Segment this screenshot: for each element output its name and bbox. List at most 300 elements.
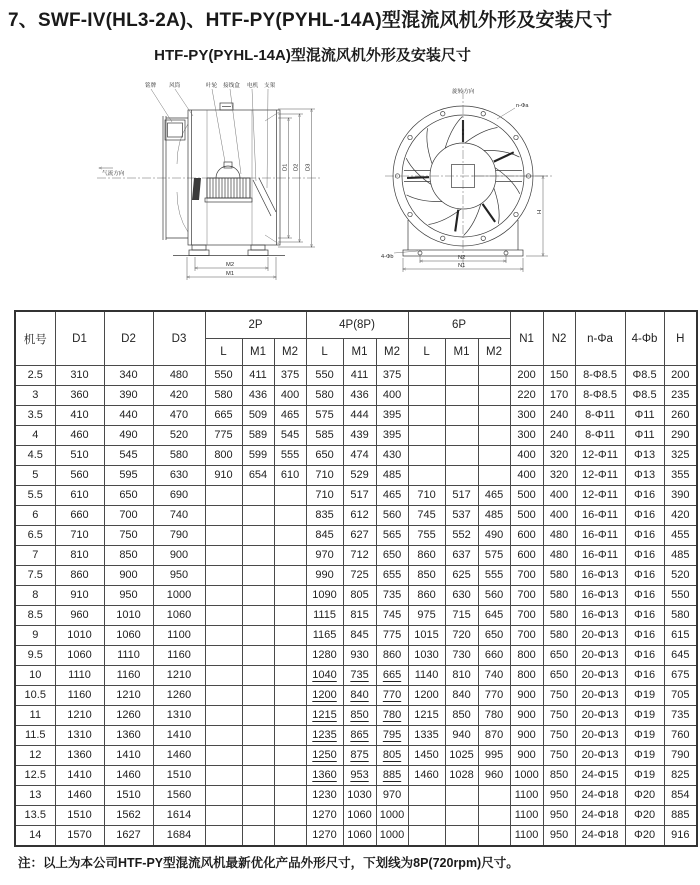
table-cell: 665 [205, 406, 242, 426]
table-cell: 850 [408, 566, 445, 586]
table-cell: 650 [543, 666, 575, 686]
foot-dimensions [187, 257, 276, 280]
table-cell: 735 [376, 586, 408, 606]
table-cell: 780 [376, 706, 408, 726]
table-row [15, 366, 697, 386]
table-cell: 1460 [55, 786, 104, 806]
table-cell [445, 386, 478, 406]
table-cell: 755 [408, 526, 445, 546]
table-cell: 1270 [306, 806, 343, 826]
table-cell: 645 [478, 606, 510, 626]
table-cell: 900 [510, 726, 543, 746]
table-cell: 325 [664, 446, 697, 466]
table-cell: 355 [664, 466, 697, 486]
table-cell: 310 [55, 366, 104, 386]
table-cell: 875 [343, 746, 376, 766]
table-row [15, 786, 697, 806]
table-cell: 400 [376, 386, 408, 406]
table-cell [478, 446, 510, 466]
table-cell: 1060 [153, 606, 205, 626]
table-cell: 16-Φ13 [575, 606, 625, 626]
table-row [15, 486, 697, 506]
table-cell: 625 [445, 566, 478, 586]
table-cell: 510 [55, 446, 104, 466]
table-cell: 770 [478, 686, 510, 706]
col-header-n1: N1 [510, 311, 543, 366]
table-cell: 775 [205, 426, 242, 446]
table-cell: 995 [478, 746, 510, 766]
table-cell: 950 [543, 806, 575, 826]
table-cell: 745 [376, 606, 408, 626]
table-cell: 440 [104, 406, 153, 426]
table-cell: 1000 [510, 766, 543, 786]
table-cell: 200 [664, 366, 697, 386]
table-cell: 930 [343, 646, 376, 666]
table-cell: 854 [664, 786, 697, 806]
dim-label-m2: M2 [226, 262, 235, 268]
table-cell: 24-Φ18 [575, 826, 625, 847]
table-cell [445, 826, 478, 847]
table-cell: 900 [510, 746, 543, 766]
table-cell [274, 486, 306, 506]
table-cell: 12.5 [15, 766, 55, 786]
table-cell: 725 [343, 566, 376, 586]
table-cell: 1510 [55, 806, 104, 826]
table-cell [205, 506, 242, 526]
table-cell: 555 [274, 446, 306, 466]
table-cell: 885 [664, 806, 697, 826]
table-cell: 1215 [306, 706, 343, 726]
table-cell: 1230 [306, 786, 343, 806]
table-cell: 1040 [306, 666, 343, 686]
table-cell: 537 [445, 506, 478, 526]
table-cell: 550 [205, 366, 242, 386]
table-cell [205, 486, 242, 506]
table-cell: 1100 [510, 806, 543, 826]
table-cell: 1160 [153, 646, 205, 666]
table-cell: 630 [445, 586, 478, 606]
table-cell [274, 626, 306, 646]
table-cell: 780 [478, 706, 510, 726]
table-cell: 6.5 [15, 526, 55, 546]
table-cell: 790 [153, 526, 205, 546]
dim-label-h: H [537, 209, 543, 214]
table-cell: 485 [664, 546, 697, 566]
table-cell: 200 [510, 366, 543, 386]
table-cell [242, 826, 274, 847]
table-cell: 865 [343, 726, 376, 746]
table-cell: 835 [306, 506, 343, 526]
table-cell: 575 [306, 406, 343, 426]
table-cell: 660 [478, 646, 510, 666]
table-cell [274, 786, 306, 806]
table-cell [205, 686, 242, 706]
col-header-machine-no: 机号 [15, 311, 55, 366]
table-cell [478, 406, 510, 426]
table-cell: 1200 [408, 686, 445, 706]
table-row [15, 646, 697, 666]
table-cell: 20-Φ13 [575, 666, 625, 686]
table-cell [274, 646, 306, 666]
table-cell [205, 766, 242, 786]
col-group-2p: 2P [205, 311, 306, 339]
table-cell: Φ20 [625, 806, 664, 826]
table-cell: 500 [510, 506, 543, 526]
part-label-nameplate: 铭牌 [145, 83, 157, 89]
table-cell: 637 [445, 546, 478, 566]
table-cell: Φ16 [625, 606, 664, 626]
table-cell [205, 806, 242, 826]
table-cell: 11.5 [15, 726, 55, 746]
table-cell: 1460 [104, 766, 153, 786]
table-cell: 7.5 [15, 566, 55, 586]
table-cell: 805 [343, 586, 376, 606]
table-cell: 950 [543, 786, 575, 806]
table-cell: 5 [15, 466, 55, 486]
table-cell: 970 [306, 546, 343, 566]
table-cell: 950 [543, 826, 575, 847]
table-cell: Φ19 [625, 766, 664, 786]
table-cell: 1210 [55, 706, 104, 726]
table-cell [242, 686, 274, 706]
table-cell [242, 666, 274, 686]
table-cell: 1000 [376, 806, 408, 826]
table-cell [205, 646, 242, 666]
col-header-m1-4p: M1 [343, 339, 376, 366]
table-cell: 580 [543, 586, 575, 606]
table-cell: 1360 [55, 746, 104, 766]
airflow-direction-label: 气流方向 [102, 171, 125, 177]
table-row [15, 806, 697, 826]
table-cell [274, 706, 306, 726]
table-cell [408, 786, 445, 806]
dim-label-n1: N1 [458, 263, 466, 269]
page-title: 7、SWF-IV(HL3-2A)、HTF-PY(PYHL-14A)型混流风机外形及安装尺寸 [8, 10, 613, 31]
table-cell: Φ16 [625, 486, 664, 506]
table-cell: 740 [478, 666, 510, 686]
table-cell: Φ19 [625, 686, 664, 706]
table-cell: 320 [543, 446, 575, 466]
table-cell: 730 [445, 646, 478, 666]
table-cell: 1410 [55, 766, 104, 786]
table-cell: 1110 [55, 666, 104, 686]
table-cell: Φ16 [625, 586, 664, 606]
table-cell: 1100 [510, 786, 543, 806]
table-cell [478, 466, 510, 486]
table-cell [478, 806, 510, 826]
table-cell: 800 [510, 646, 543, 666]
table-cell: 700 [104, 506, 153, 526]
table-cell: 1090 [306, 586, 343, 606]
table-cell: 13 [15, 786, 55, 806]
table-cell: 480 [543, 546, 575, 566]
table-row [15, 546, 697, 566]
table-cell: 20-Φ13 [575, 626, 625, 646]
table-cell [205, 566, 242, 586]
table-cell: 790 [664, 746, 697, 766]
table-cell: 20-Φ13 [575, 726, 625, 746]
table-cell: 1210 [153, 666, 205, 686]
table-cell [445, 406, 478, 426]
table-cell [205, 786, 242, 806]
table-cell: 1460 [408, 766, 445, 786]
table-row [15, 706, 697, 726]
table-cell: 810 [445, 666, 478, 686]
table-cell: 612 [343, 506, 376, 526]
table-cell: 815 [343, 606, 376, 626]
table-cell: 650 [543, 646, 575, 666]
junction-box [165, 120, 185, 140]
table-cell: 575 [478, 546, 510, 566]
table-cell: Φ19 [625, 726, 664, 746]
table-cell [242, 726, 274, 746]
col-header-m1-2p: M1 [242, 339, 274, 366]
col-header-d3: D3 [153, 311, 205, 366]
table-cell: 240 [543, 426, 575, 446]
table-cell: 750 [104, 526, 153, 546]
table-cell: 750 [543, 726, 575, 746]
table-cell: 10 [15, 666, 55, 686]
table-cell [242, 526, 274, 546]
table-cell: 24-Φ18 [575, 786, 625, 806]
table-cell: 390 [664, 486, 697, 506]
table-cell: 845 [306, 526, 343, 546]
table-cell: 1015 [408, 626, 445, 646]
table-cell: 700 [510, 586, 543, 606]
table-cell: 750 [543, 686, 575, 706]
dim-label-d3: D3 [305, 163, 312, 171]
table-cell: 560 [478, 586, 510, 606]
dim-label-d2: D2 [293, 163, 300, 171]
table-cell [205, 706, 242, 726]
table-cell: 660 [55, 506, 104, 526]
dim-label-n2: N2 [458, 255, 466, 261]
table-cell [205, 666, 242, 686]
table-cell: 990 [306, 566, 343, 586]
table-cell: 260 [664, 406, 697, 426]
table-cell: 400 [543, 506, 575, 526]
table-cell: 750 [543, 746, 575, 766]
table-cell: 860 [408, 586, 445, 606]
table-cell: 1250 [306, 746, 343, 766]
table-cell: 20-Φ13 [575, 646, 625, 666]
table-cell: 455 [664, 526, 697, 546]
col-header-d2: D2 [104, 311, 153, 366]
table-cell: 970 [376, 786, 408, 806]
table-cell [408, 386, 445, 406]
table-cell: 2.5 [15, 366, 55, 386]
table-cell: 916 [664, 826, 697, 847]
part-label-casing: 风筒 [169, 83, 181, 89]
table-cell [478, 366, 510, 386]
table-cell: 1560 [153, 786, 205, 806]
table-cell: Φ16 [625, 646, 664, 666]
table-cell: 650 [478, 626, 510, 646]
table-cell: 395 [376, 426, 408, 446]
table-cell: 1160 [104, 666, 153, 686]
table-cell: 465 [376, 486, 408, 506]
table-cell: 470 [153, 406, 205, 426]
table-cell: 650 [306, 446, 343, 466]
col-header-d1: D1 [55, 311, 104, 366]
table-cell [408, 826, 445, 847]
base-dimensions [403, 255, 523, 272]
rotation-direction-label: 旋转方向 [452, 89, 475, 95]
table-cell: 410 [55, 406, 104, 426]
table-cell: 170 [543, 386, 575, 406]
table-cell: 900 [510, 706, 543, 726]
table-cell: 545 [274, 426, 306, 446]
table-cell: 770 [376, 686, 408, 706]
table-cell: 700 [510, 606, 543, 626]
table-cell [274, 746, 306, 766]
part-label-impeller: 叶轮 [206, 83, 218, 89]
table-cell: 485 [376, 466, 408, 486]
table-cell: 1115 [306, 606, 343, 626]
table-cell: 1200 [306, 686, 343, 706]
table-cell: 1010 [55, 626, 104, 646]
table-cell [242, 606, 274, 626]
table-row [15, 386, 697, 406]
table-cell: 950 [153, 566, 205, 586]
table-cell: Φ20 [625, 826, 664, 847]
motor-bracket [192, 178, 201, 200]
table-body [15, 366, 697, 847]
table-cell: 485 [478, 506, 510, 526]
table-cell: 490 [478, 526, 510, 546]
table-cell: 840 [445, 686, 478, 706]
table-cell: 1410 [104, 746, 153, 766]
table-cell [242, 566, 274, 586]
table-cell: 710 [408, 486, 445, 506]
table-cell: 520 [664, 566, 697, 586]
col-header-n2: N2 [543, 311, 575, 366]
table-cell: 400 [274, 386, 306, 406]
table-cell [242, 746, 274, 766]
table-cell [274, 726, 306, 746]
table-row [15, 506, 697, 526]
table-cell: 910 [55, 586, 104, 606]
table-cell: 550 [306, 366, 343, 386]
table-cell [274, 686, 306, 706]
table-cell: 1570 [55, 826, 104, 847]
table-cell: 545 [104, 446, 153, 466]
table-cell: 1030 [408, 646, 445, 666]
table-cell: 1000 [376, 826, 408, 847]
table-cell: 6 [15, 506, 55, 526]
table-cell: 599 [242, 446, 274, 466]
table-cell: 805 [376, 746, 408, 766]
table-row [15, 586, 697, 606]
table-cell: 1510 [104, 786, 153, 806]
table-cell: 1510 [153, 766, 205, 786]
table-cell [274, 506, 306, 526]
mounting-feet [173, 245, 285, 256]
table-row [15, 686, 697, 706]
table-cell: 411 [242, 366, 274, 386]
table-cell [205, 606, 242, 626]
table-cell: 1360 [104, 726, 153, 746]
table-cell: 390 [104, 386, 153, 406]
table-cell: 885 [376, 766, 408, 786]
table-cell: 1614 [153, 806, 205, 826]
table-cell: 24-Φ15 [575, 766, 625, 786]
table-cell [408, 426, 445, 446]
table-cell: 1025 [445, 746, 478, 766]
table-cell: 8-Φ11 [575, 426, 625, 446]
table-cell: 420 [664, 506, 697, 526]
table-cell: 795 [376, 726, 408, 746]
table-cell [274, 806, 306, 826]
table-cell: 705 [664, 686, 697, 706]
foot-holes-callout: 4-Φb [381, 254, 394, 260]
table-cell [205, 826, 242, 847]
table-cell: 1360 [306, 766, 343, 786]
table-cell: 655 [376, 566, 408, 586]
col-header-m2-4p: M2 [376, 339, 408, 366]
table-cell: 1060 [343, 806, 376, 826]
table-cell: 10.5 [15, 686, 55, 706]
fan-front-view-drawing [380, 78, 640, 300]
table-cell: 953 [343, 766, 376, 786]
table-cell: 715 [445, 606, 478, 626]
dim-label-d1: D1 [282, 163, 289, 171]
figure-subtitle: HTF-PY(PYHL-14A)型混流风机外形及安装尺寸 [154, 47, 471, 64]
flange-holes-callout: n-Φa [516, 103, 529, 109]
table-cell [274, 826, 306, 847]
table-cell [445, 786, 478, 806]
table-cell: 720 [445, 626, 478, 646]
table-cell: 444 [343, 406, 376, 426]
table-cell: Φ8.5 [625, 386, 664, 406]
table-cell: 12-Φ11 [575, 446, 625, 466]
table-cell: 529 [343, 466, 376, 486]
part-label-motor: 电机 [247, 83, 259, 89]
table-cell: 20-Φ13 [575, 746, 625, 766]
table-cell [445, 446, 478, 466]
table-cell: 1100 [510, 826, 543, 847]
table-cell: 3 [15, 386, 55, 406]
table-row [15, 466, 697, 486]
table-cell: 710 [55, 526, 104, 546]
table-cell: 9 [15, 626, 55, 646]
table-cell: 1310 [153, 706, 205, 726]
table-cell [205, 526, 242, 546]
table-cell: 12-Φ11 [575, 466, 625, 486]
table-cell: 360 [55, 386, 104, 406]
table-cell: 16-Φ13 [575, 586, 625, 606]
table-cell: 555 [478, 566, 510, 586]
table-cell: 1627 [104, 826, 153, 847]
table-cell [445, 426, 478, 446]
table-cell: 14 [15, 826, 55, 847]
table-cell: 1335 [408, 726, 445, 746]
dim-label-m1: M1 [226, 271, 235, 277]
table-cell: Φ11 [625, 426, 664, 446]
table-cell: 375 [376, 366, 408, 386]
table-cell: 650 [104, 486, 153, 506]
table-cell: Φ20 [625, 786, 664, 806]
table-cell: 900 [104, 566, 153, 586]
col-header-l-4p: L [306, 339, 343, 366]
footnote: 注：以上为本公司HTF-PY型混流风机最新优化产品外形尺寸，下划线为8P(720rpm)尺寸。 [18, 856, 519, 870]
table-cell: 760 [664, 726, 697, 746]
table-cell [408, 366, 445, 386]
table-cell: 474 [343, 446, 376, 466]
table-cell: 520 [153, 426, 205, 446]
table-cell: 580 [306, 386, 343, 406]
table-cell: 12 [15, 746, 55, 766]
